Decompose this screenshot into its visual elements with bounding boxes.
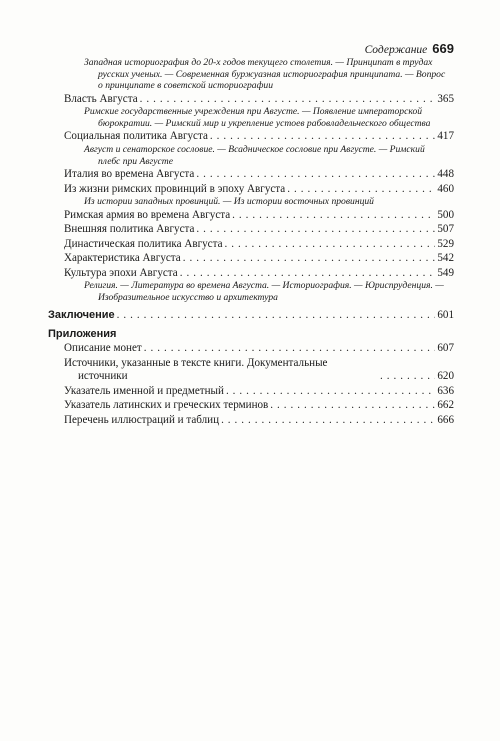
toc-entry-title: Италия во времена Августа bbox=[64, 168, 195, 181]
toc-heading-conclusion: Заключение bbox=[48, 309, 115, 322]
toc-entry-title: Римская армия во времена Августа bbox=[64, 208, 231, 221]
toc-entry-title: Из жизни римских провинций в эпоху Августа bbox=[64, 182, 286, 195]
toc-entry[interactable] bbox=[64, 385, 454, 399]
toc-entry[interactable] bbox=[64, 267, 454, 281]
leader-dots bbox=[380, 370, 435, 384]
toc-entry[interactable] bbox=[64, 238, 454, 252]
leader-dots bbox=[287, 183, 435, 197]
leader-dots bbox=[270, 399, 435, 413]
toc-entry-title: Власть Августа bbox=[64, 92, 138, 105]
leader-dots bbox=[226, 385, 435, 399]
toc-entry-page: 620 bbox=[437, 370, 454, 383]
leader-dots bbox=[225, 238, 436, 252]
toc-entry-title: Описание монет bbox=[64, 342, 142, 355]
toc-entry-title: Внешняя политика Августа bbox=[64, 223, 195, 236]
toc-entry[interactable] bbox=[64, 252, 454, 266]
toc-entry-title: Династическая политика Августа bbox=[64, 237, 223, 250]
toc-entry-conclusion[interactable] bbox=[48, 309, 454, 323]
toc-entry-page: 636 bbox=[437, 384, 454, 397]
toc-entry-title: Перечень иллюстраций и таблиц bbox=[64, 413, 220, 426]
toc-entry-title: Источники, указанные в тексте книги. Документальные источники bbox=[64, 356, 328, 383]
toc-entry-title: Указатель именной и предметный bbox=[64, 384, 224, 397]
toc-entry-page: 549 bbox=[437, 266, 454, 279]
toc-entry[interactable] bbox=[64, 357, 454, 384]
leader-dots bbox=[144, 342, 436, 356]
toc-entry-page: 500 bbox=[437, 208, 454, 221]
toc-entry-page: 601 bbox=[437, 309, 454, 322]
toc-entry[interactable] bbox=[64, 183, 454, 197]
toc-subtopics: Религия. — Литература во времена Августа. — Историография. — Юриспруденция. — Изобразительное искусство и архитектура bbox=[84, 280, 444, 303]
toc-entry-page: 448 bbox=[437, 168, 454, 181]
toc-entry[interactable] bbox=[64, 223, 454, 237]
toc-subtopics: Римские государственные учреждения при Августе. — Появление императорской бюрократии. — Римский мир и укрепление устоев рабовладельческого общества bbox=[84, 106, 431, 129]
leader-dots bbox=[196, 223, 435, 237]
toc-entry[interactable] bbox=[64, 168, 454, 182]
leader-dots bbox=[140, 93, 436, 107]
table-of-contents bbox=[48, 57, 454, 427]
toc-entry-page: 666 bbox=[437, 413, 454, 426]
toc-entry-page: 417 bbox=[437, 130, 454, 143]
leader-dots bbox=[183, 252, 436, 266]
toc-entry[interactable] bbox=[64, 342, 454, 356]
leader-dots bbox=[232, 209, 435, 223]
toc-entry-title: Социальная политика Августа bbox=[64, 130, 208, 143]
leader-dots bbox=[196, 168, 435, 182]
leader-dots bbox=[180, 267, 436, 281]
page-number: 669 bbox=[432, 41, 454, 56]
section-title: Содержание bbox=[364, 44, 428, 56]
toc-entry-page: 607 bbox=[437, 342, 454, 355]
toc-subtopics: Из истории западных провинций. — Из истории восточных провинций bbox=[84, 196, 374, 208]
toc-entry[interactable] bbox=[64, 414, 454, 428]
toc-entry-title: Характеристика Августа bbox=[64, 252, 181, 265]
leader-dots bbox=[221, 414, 435, 428]
leader-dots bbox=[210, 130, 435, 144]
toc-entry-page: 542 bbox=[437, 252, 454, 265]
toc-entry-page: 507 bbox=[437, 223, 454, 236]
toc-subtopics: Западная историография до 20-х годов текущего столетия. — Принципат в трудах русских ученых. — Современная буржуазная историография принципата. — Вопрос о принципате в советской историографии bbox=[84, 57, 446, 92]
toc-entry-page: 365 bbox=[437, 92, 454, 105]
toc-subtopics: Август и сенаторское сословие. — Всадническое сословие при Августе. — Римский плебс при Августе bbox=[84, 143, 425, 167]
leader-dots bbox=[117, 309, 436, 323]
toc-entry[interactable] bbox=[64, 399, 454, 413]
toc-entry-page: 662 bbox=[437, 399, 454, 412]
toc-entry[interactable] bbox=[64, 93, 454, 107]
toc-entry-page: 529 bbox=[437, 237, 454, 250]
toc-entry-title: Указатель латинских и греческих терминов bbox=[64, 399, 269, 412]
toc-entry[interactable] bbox=[64, 209, 454, 223]
toc-entry-title: Культура эпохи Августа bbox=[64, 266, 178, 279]
toc-entry[interactable] bbox=[64, 130, 454, 144]
toc-heading-appendices: Приложения bbox=[48, 327, 117, 340]
running-head bbox=[365, 41, 454, 56]
toc-entry-page: 460 bbox=[437, 182, 454, 195]
